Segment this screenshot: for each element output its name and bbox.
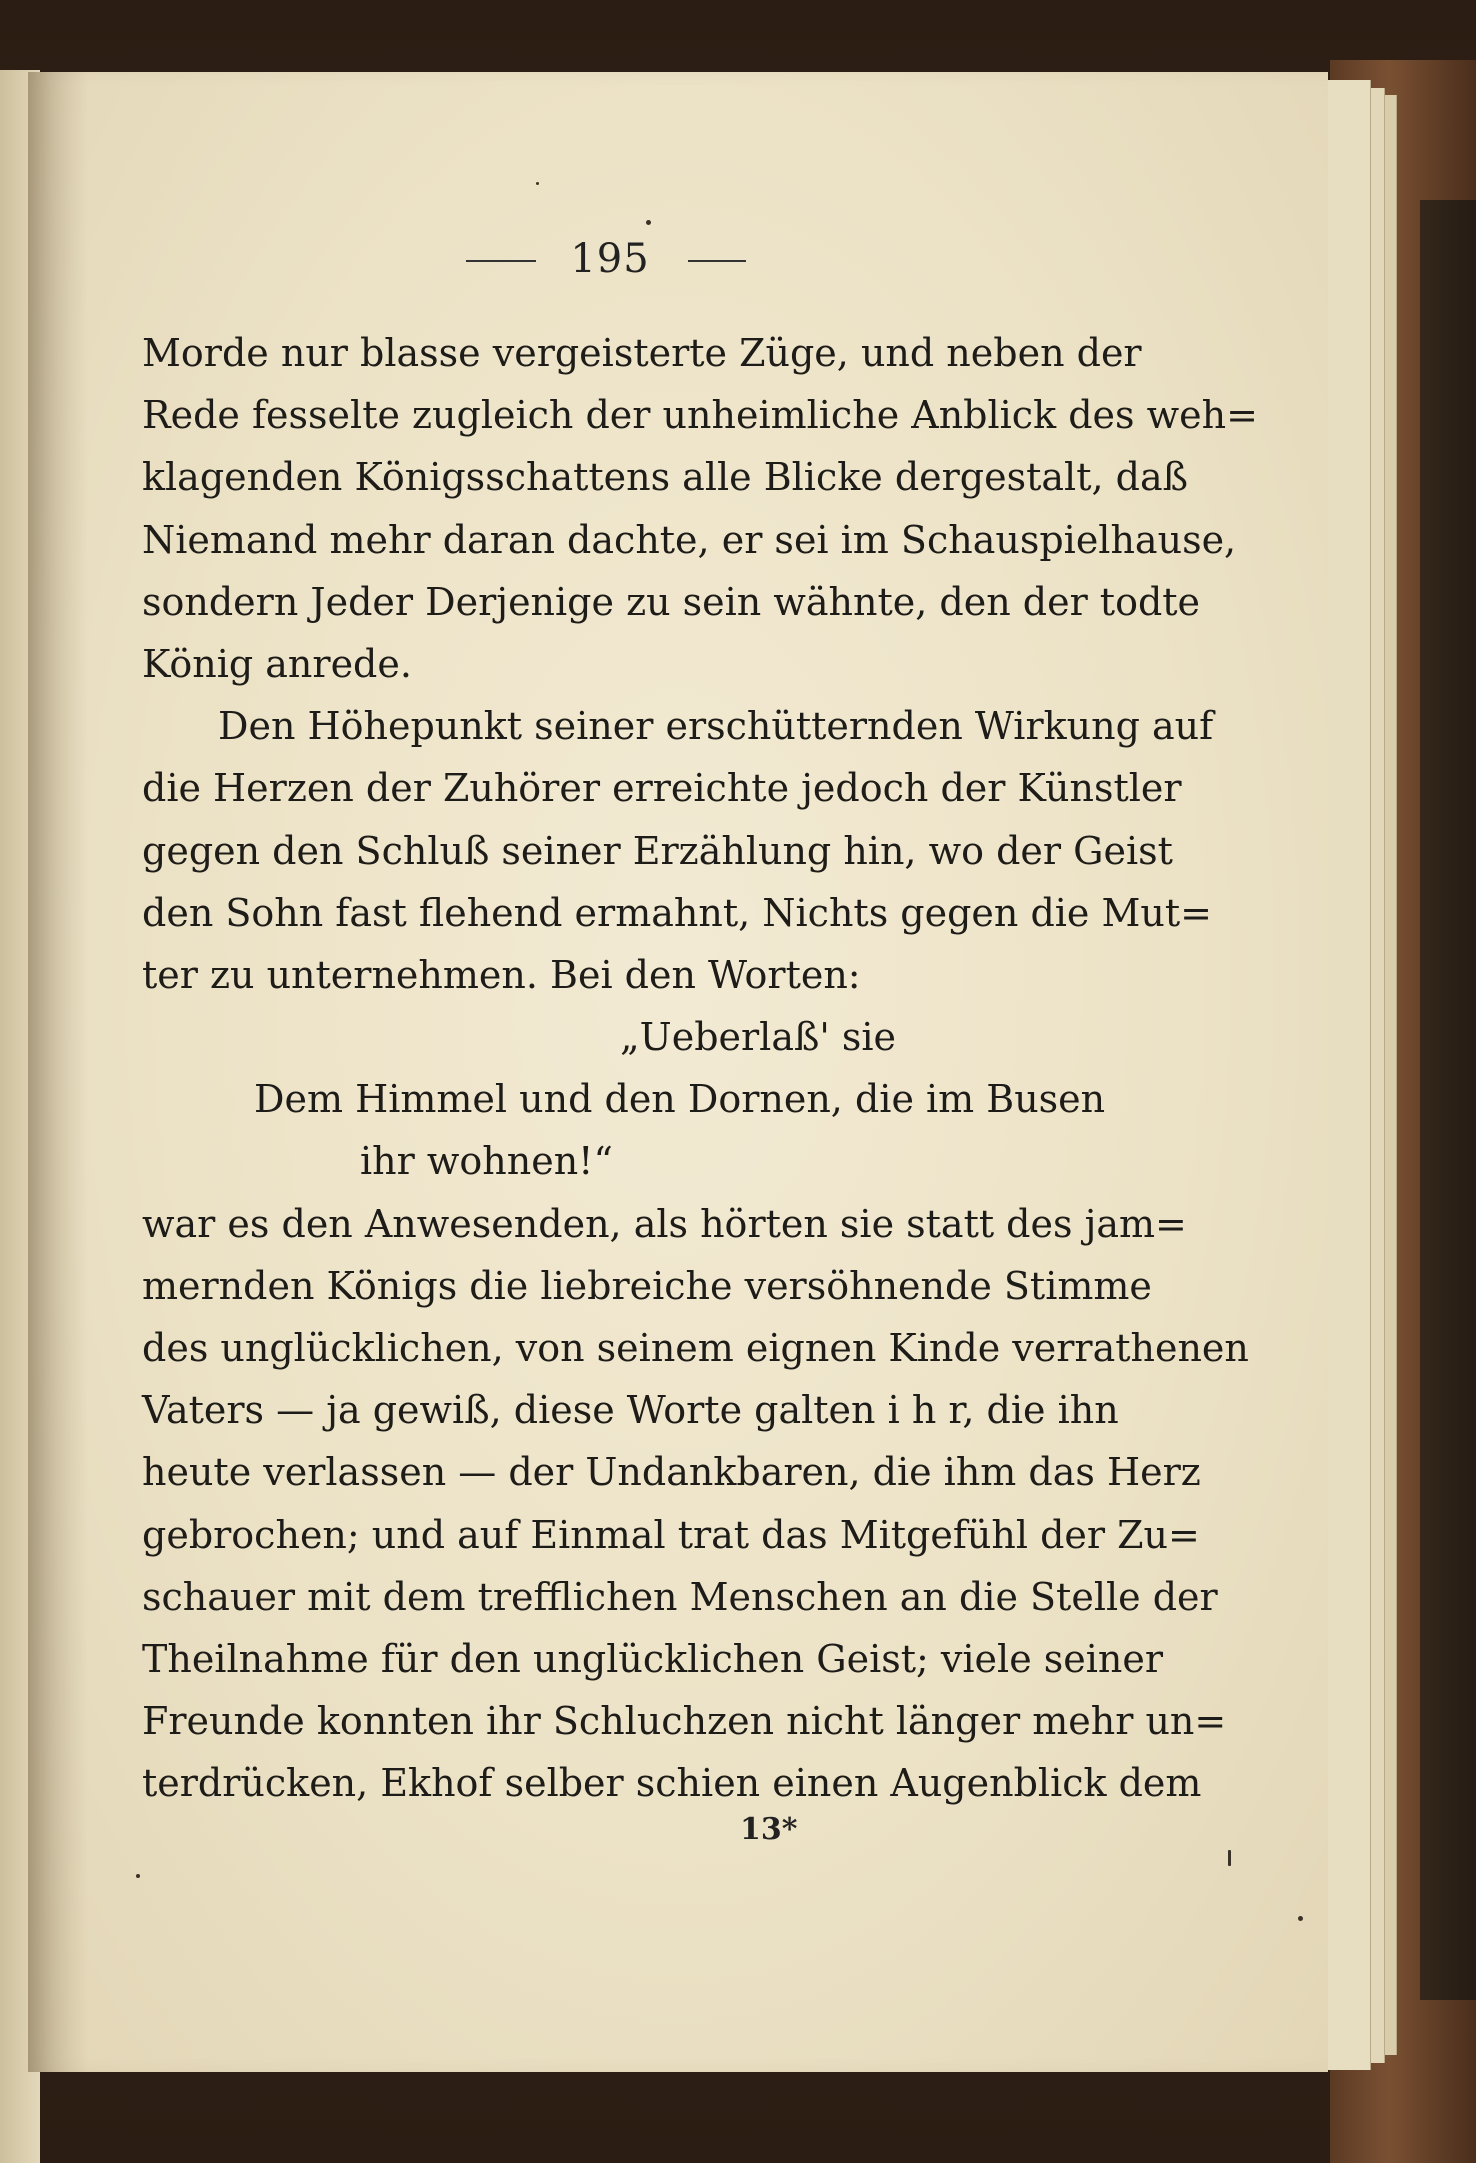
- text-line: Theilnahme für den unglücklichen Geist; viele seiner: [142, 1636, 1164, 1681]
- gutter-shadow: [28, 72, 88, 2072]
- text-line: des unglücklichen, von seinem eignen Kinde verrathenen: [142, 1326, 1249, 1370]
- text-line: Morde nur blasse vergeisterte Züge, und neben der: [142, 331, 1142, 375]
- paper-speck: [536, 182, 539, 185]
- text-line: heute verlassen — der Undankbaren, die ihm das Herz: [142, 1450, 1201, 1495]
- paper-speck: [1228, 1850, 1231, 1866]
- text-line: gegen den Schluß seiner Erzählung hin, wo der Geist: [142, 828, 1173, 873]
- paper-speck: [1298, 1916, 1303, 1921]
- text-line: Den Höhepunkt seiner erschütternden Wirkung auf: [218, 704, 1214, 749]
- verse-line: Dem Himmel und den Dornen, die im Busen: [254, 1077, 1106, 1122]
- header-rule-left: [466, 260, 536, 262]
- body-text: [142, 322, 1258, 1815]
- page-header: [0, 236, 1476, 286]
- text-line: die Herzen der Zuhörer erreichte jedoch der Künstler: [142, 766, 1182, 811]
- text-line: Niemand mehr daran dachte, er sei im Schauspielhause,: [142, 517, 1237, 562]
- text-line: gebrochen; und auf Einmal trat das Mitgefühl der Zu=: [142, 1512, 1200, 1557]
- text-line: schauer mit dem trefflichen Menschen an die Stelle der: [142, 1574, 1218, 1619]
- header-rule-right: [688, 260, 746, 262]
- text-line: Vaters — ja gewiß, diese Worte galten i h r, die ihn: [142, 1388, 1119, 1433]
- text-line: ter zu unternehmen. Bei den Worten:: [142, 952, 861, 997]
- verse-line: „Ueberlaß' sie: [620, 1015, 897, 1060]
- paper-speck: [646, 220, 651, 225]
- printer-signature-mark: 13*: [740, 1812, 798, 1847]
- book-cover-spine-shadow: [1420, 200, 1476, 2000]
- text-line: sondern Jeder Derjenige zu sein wähnte, den der todte: [142, 579, 1201, 624]
- text-line: mernden Königs die liebreiche versöhnende Stimme: [142, 1263, 1152, 1308]
- verse-line: ihr wohnen!“: [360, 1139, 613, 1184]
- text-line: terdrücken, Ekhof selber schien einen Augenblick dem: [142, 1761, 1202, 1806]
- text-line: König anrede.: [142, 641, 412, 686]
- text-line: Freunde konnten ihr Schluchzen nicht länger mehr un=: [142, 1699, 1227, 1744]
- text-line: klagenden Königsschattens alle Blicke dergestalt, daß: [142, 455, 1188, 500]
- text-line: Rede fesselte zugleich der unheimliche Anblick des weh=: [142, 393, 1258, 438]
- text-line: den Sohn fast flehend ermahnt, Nichts gegen die Mut=: [142, 890, 1212, 935]
- text-line: war es den Anwesenden, als hörten sie statt des jam=: [142, 1201, 1187, 1246]
- paper-speck: [136, 1874, 140, 1878]
- page-number: 195: [570, 236, 650, 282]
